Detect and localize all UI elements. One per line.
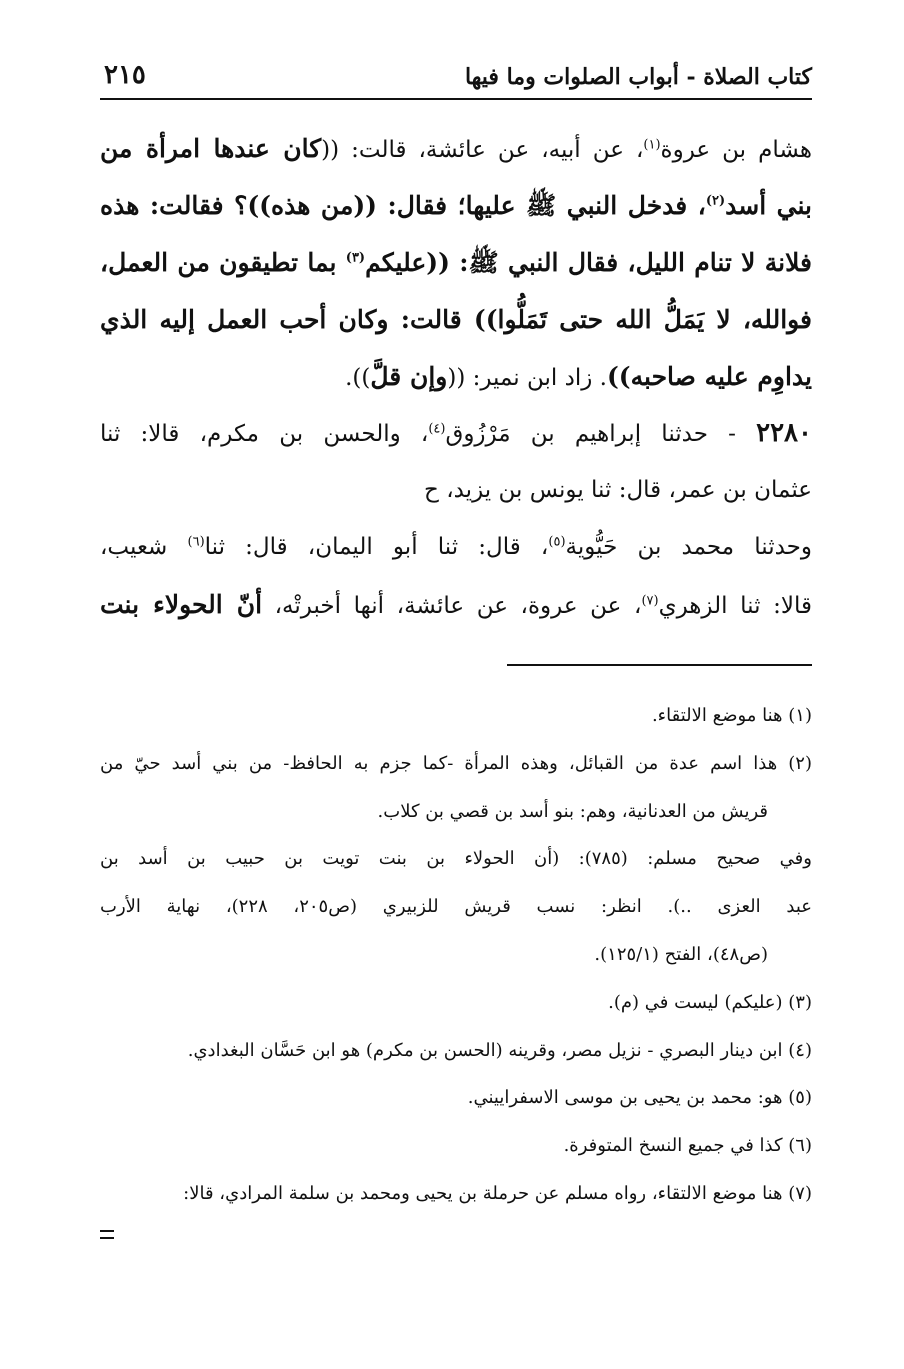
- hadith-number: ٢٢٨٠: [756, 418, 812, 448]
- text-run: ، عن عروة، عن عائشة، أنها أخبرتْه،: [262, 593, 642, 619]
- main-line-1: [100, 120, 812, 177]
- main-line-2: [100, 177, 812, 234]
- footnotes: [100, 692, 812, 1218]
- text-run: - حدثنا إبراهيم بن مَرْزُوق: [445, 421, 757, 447]
- hadith-text: فوالله، لا يَمَلُّ الله حتى تَمَلُّوا)) قالت: وكان أحب العمل إليه الذي: [100, 305, 812, 334]
- hadith-text: وإن قلَّ: [370, 362, 448, 391]
- main-line-7: [100, 462, 812, 519]
- main-line-6: [100, 405, 812, 462]
- footnote-7: (٧) هنا موضع الالتقاء، رواه مسلم عن حرملة بن يحيى ومحمد بن سلمة المرادي، قالا:: [183, 1182, 812, 1204]
- footnote-ref: (٥): [548, 534, 566, 550]
- footnote-4: (٤) ابن دينار البصري - نزيل مصر، وقرينه (الحسن بن مكرم) هو ابن حَسَّان البغدادي.: [187, 1039, 812, 1061]
- text-run: هشام بن عروة: [660, 137, 812, 163]
- header-title: كتاب الصلاة - أبواب الصلوات وما فيها: [464, 64, 812, 90]
- footnote-ref: (١): [643, 137, 661, 153]
- footnote-ref: (٢): [705, 193, 726, 209]
- text-run: )).: [345, 365, 371, 391]
- text-run: وحدثنا محمد بن حَيُّوية: [565, 534, 812, 560]
- text-run: شعيب،: [100, 534, 188, 560]
- footnote-ref: (٣): [345, 250, 366, 266]
- footnote-ref: (٧): [641, 593, 659, 609]
- footnote-3: (٣) (عليكم) ليست في (م).: [608, 991, 812, 1013]
- page-number: ٢١٥: [104, 60, 146, 90]
- hadith-text: أنّ الحولاء بنت: [100, 590, 263, 619]
- main-line-5: [100, 348, 812, 405]
- footnote-6: (٦) كذا في جميع النسخ المتوفرة.: [563, 1135, 812, 1157]
- main-text: [100, 120, 812, 633]
- running-header: [100, 58, 812, 100]
- main-line-3: [100, 234, 812, 291]
- footnote-5: (٥) هو: محمد بن يحيى بن موسى الاسفراييني.: [467, 1087, 812, 1109]
- main-line-4: [100, 291, 812, 348]
- text-run: ، عن أبيه، عن عائشة، قالت: ((: [321, 137, 644, 163]
- hadith-text: كان عندها امرأة من: [100, 134, 322, 163]
- hadith-text: يداوِم عليه صاحبه)): [606, 362, 812, 391]
- text-run: ، والحسن بن مكرم، قالا: ثنا: [100, 421, 429, 447]
- footnote-1: (١) هنا موضع الالتقاء.: [651, 705, 812, 726]
- main-line-9: [100, 576, 812, 633]
- footnote-ref: (٤): [428, 421, 446, 437]
- text-run: قالا: ثنا الزهري: [658, 593, 812, 619]
- text-run: . زاد ابن نمير: ((: [447, 365, 607, 391]
- footnote-2-cont: (ص٤٨)، الفتح (١٢٥/١).: [594, 943, 768, 965]
- text-run: ، قال: ثنا أبو اليمان، قال: ثنا: [204, 534, 549, 560]
- continuation-mark: [100, 1230, 114, 1239]
- footnote-2: (٢) هذا اسم عدة من القبائل، وهذه المرأة -كما جزم به الحافظ- من بني أسد حيّ من: [100, 752, 812, 774]
- hadith-text: فلانة لا تنام الليل، فقال النبي ﷺ: ((عليكم: [365, 248, 812, 277]
- main-line-8: [100, 519, 812, 576]
- footnote-2-cont: وفي صحيح مسلم: (٧٨٥): (أن الحولاء بن بنت تويت بن حبيب بن أسد بن: [100, 848, 812, 870]
- hadith-text: بني أسد: [725, 191, 812, 220]
- footnote-ref: (٦): [187, 534, 205, 550]
- footnote-2-cont: قريش من العدنانية، وهم: بنو أسد بن قصي بن كلاب.: [377, 800, 768, 822]
- text-run: عثمان بن عمر، قال: ثنا يونس بن يزيد، ح: [424, 477, 812, 503]
- hadith-text: ، فدخل النبي ﷺ عليها؛ فقال: ((من هذه))؟ فقالت: هذه: [100, 191, 706, 220]
- hadith-text: بما تطيقون من العمل،: [100, 248, 346, 277]
- book-page: [100, 58, 812, 1298]
- footnote-separator: [507, 664, 812, 666]
- footnote-2-cont: عبد العزى ..). انظر: نسب قريش للزبيري (ص٢٠٥، ٢٢٨)، نهاية الأرب: [100, 896, 812, 918]
